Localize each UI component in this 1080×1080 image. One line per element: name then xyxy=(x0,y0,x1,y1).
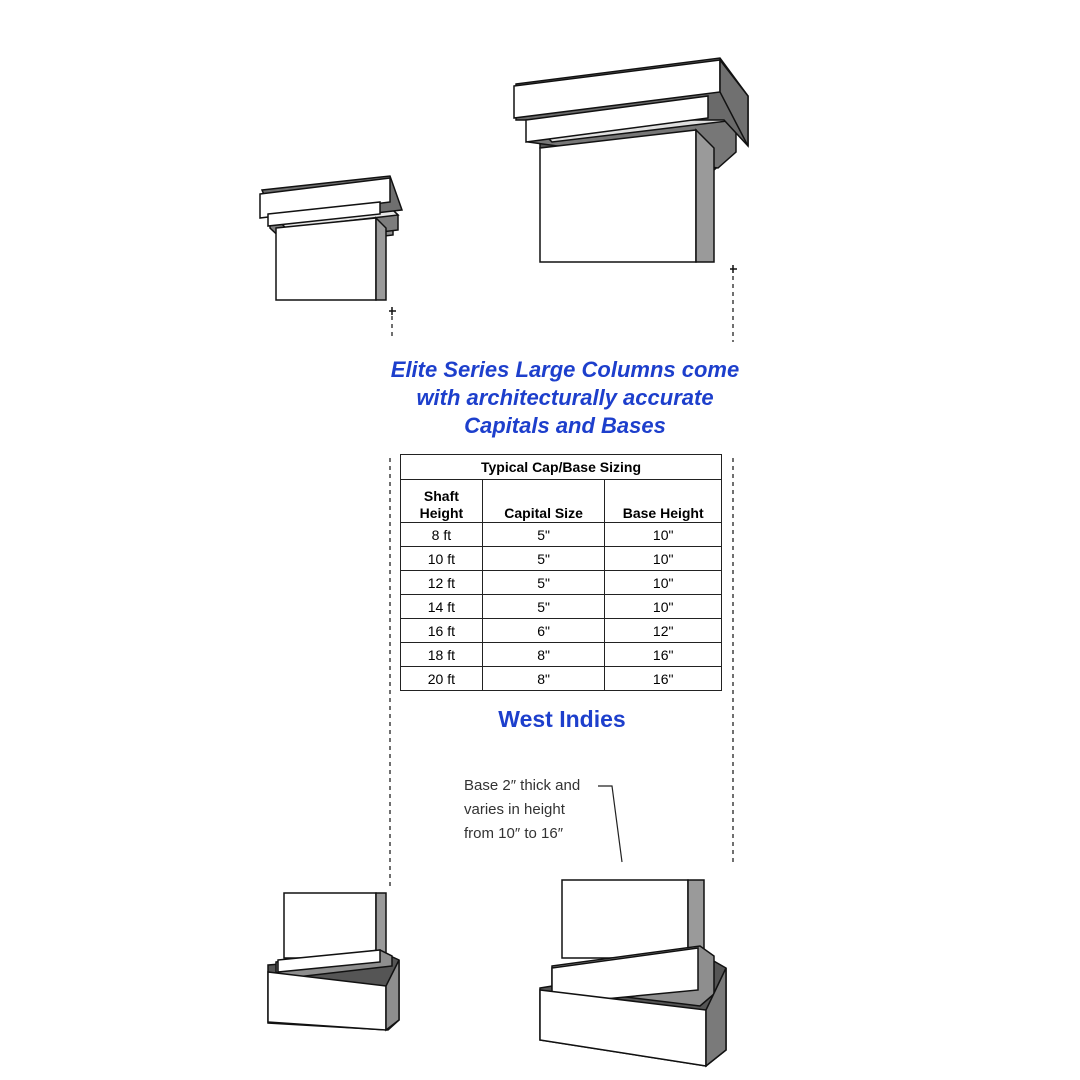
base-callout-note xyxy=(464,774,580,846)
capital-size-header: Capital Size xyxy=(482,480,605,523)
table-row xyxy=(401,595,722,619)
shaft-height-cell: 20 ft xyxy=(401,667,483,691)
shaft-height-cell: 18 ft xyxy=(401,643,483,667)
shaft-height-header xyxy=(401,480,483,523)
capital-size-cell: 6" xyxy=(482,619,605,643)
large-column-shaft xyxy=(540,130,714,262)
note-line-1: Base 2″ thick and xyxy=(464,777,581,794)
note-line-2: varies in height xyxy=(464,801,565,818)
base-height-cell: 10" xyxy=(605,523,722,547)
dimension-tick-marks xyxy=(389,265,737,315)
shaft-height-cell: 12 ft xyxy=(401,571,483,595)
small-column-shaft xyxy=(276,218,386,300)
cap-base-sizing-table xyxy=(400,454,722,691)
capital-size-cell: 8" xyxy=(482,643,605,667)
base-height-cell: 12" xyxy=(605,619,722,643)
headline-line-3: Capitals and Bases xyxy=(464,413,666,438)
capital-size-cell: 8" xyxy=(482,667,605,691)
capital-size-cell: 5" xyxy=(482,523,605,547)
capital-size-cell: 5" xyxy=(482,595,605,619)
base-height-cell: 16" xyxy=(605,643,722,667)
table-row xyxy=(401,667,722,691)
shaft-height-cell: 8 ft xyxy=(401,523,483,547)
large-column-base xyxy=(540,880,726,1066)
table-row xyxy=(401,571,722,595)
note-line-3: from 10″ to 16″ xyxy=(464,825,564,842)
shaft-height-cell: 10 ft xyxy=(401,547,483,571)
capital-size-cell: 5" xyxy=(482,571,605,595)
base-height-cell: 10" xyxy=(605,547,722,571)
small-column-base xyxy=(268,893,399,1030)
table-row xyxy=(401,643,722,667)
headline-line-2: with architecturally accurate xyxy=(416,385,714,410)
base-callout-leader xyxy=(598,786,622,862)
base-height-cell: 10" xyxy=(605,571,722,595)
shaft-height-cell: 16 ft xyxy=(401,619,483,643)
table-row xyxy=(401,547,722,571)
headline-line-1: Elite Series Large Columns come xyxy=(390,357,740,382)
shaft-header-line-1: Shaft xyxy=(423,488,459,504)
shaft-height-cell: 14 ft xyxy=(401,595,483,619)
capital-size-cell: 5" xyxy=(482,547,605,571)
table-caption: Typical Cap/Base Sizing xyxy=(401,455,722,480)
headline xyxy=(330,356,800,440)
base-height-cell: 16" xyxy=(605,667,722,691)
product-line-title: West Indies xyxy=(498,706,626,732)
table-row xyxy=(401,523,722,547)
table-row xyxy=(401,619,722,643)
base-height-cell: 10" xyxy=(605,595,722,619)
base-height-header: Base Height xyxy=(605,480,722,523)
shaft-header-line-2: Height xyxy=(419,505,464,521)
